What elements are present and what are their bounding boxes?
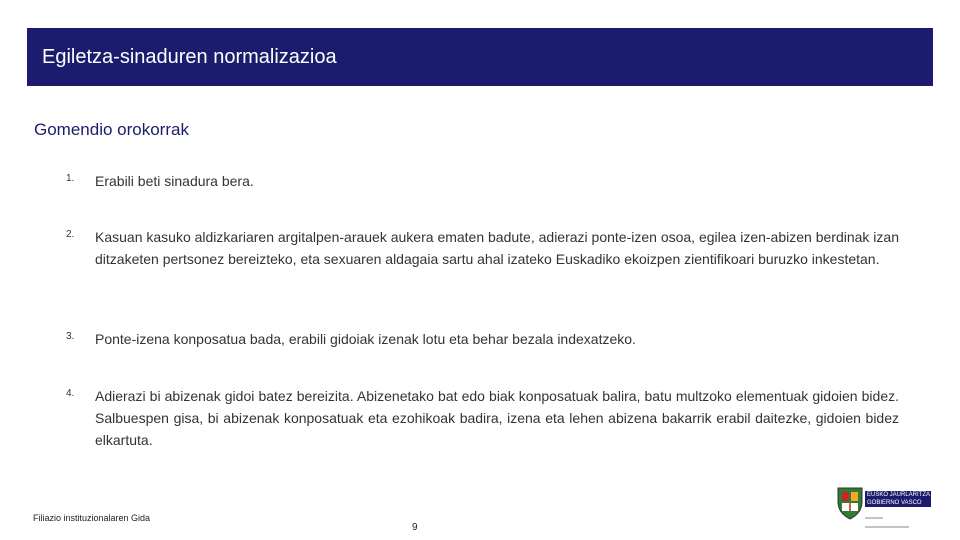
list-item [66, 385, 899, 451]
government-logo [832, 484, 936, 536]
footer-guide-title: Filiazio instituzionalaren Gida [33, 513, 151, 523]
list-item-number: 2. [66, 229, 75, 240]
list-item-number: 3. [66, 331, 75, 342]
list-item-text: Ponte-izena konposatua bada, erabili gidoiak izenak lotu eta behar bezala indexatzeko. [95, 331, 636, 347]
section-heading: Gomendio orokorrak [34, 120, 189, 139]
list-item-number: 4. [66, 388, 75, 399]
list-item-number: 1. [66, 173, 75, 184]
list-item [66, 226, 899, 270]
list-item [66, 328, 899, 350]
list-item [66, 170, 899, 192]
list-item-text: Adierazi bi abizenak gidoi batez bereizita. Abizenetako bat edo biak konposatuak balira, batu multzoko elementuak gidoien bidez. Salbuespen gisa, bi abizenak konposatuak eta ezohikoak badira, izena eta lehen abizena bakarrik erabil daitezke, gidoien bidez elkartuta. [95, 388, 899, 448]
logo-line-1: EUSKO JAURLARITZA [867, 492, 931, 498]
list-item-text: Erabili beti sinadura bera. [95, 173, 254, 189]
page-title: Egiletza-sinaduren normalizazioa [42, 45, 337, 68]
logo-text-box [865, 491, 931, 507]
title-bar [27, 28, 933, 86]
coat-of-arms-icon [834, 484, 866, 520]
logo-line-2: GOBIERNO VASCO [867, 500, 922, 506]
list-item-text: Kasuan kasuko aldizkariaren argitalpen-arauek aukera ematen badute, adierazi ponte-izen osoa, egilea izen-abizen berdinak izan ditzaketen pertsonez bereizteko, eta sexuaren aldagaia sartu ahal izateko Euskadiko ekoizpen zientifikoari buruzko inkestetan. [95, 229, 899, 267]
logo-fine-print-icon [865, 514, 935, 530]
page-number: 9 [412, 522, 418, 533]
